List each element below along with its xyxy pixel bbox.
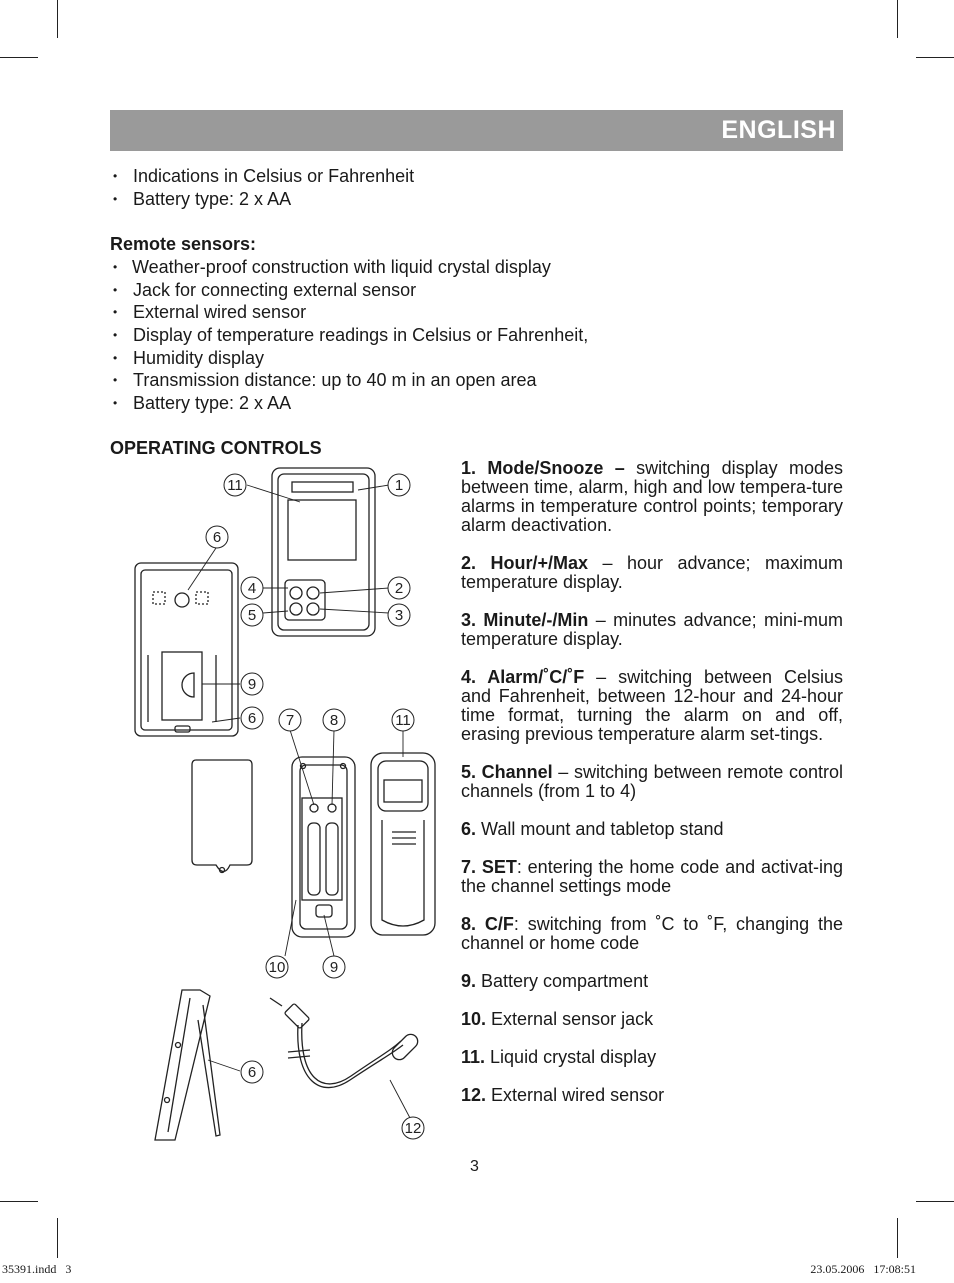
operating-controls-heading: OPERATING CONTROLS [110, 438, 322, 458]
list-item: • Humidity display [110, 347, 588, 370]
language-banner [110, 110, 843, 151]
bullet-icon: • [113, 260, 118, 274]
bullet-icon: • [113, 350, 118, 365]
control-item: 1. Mode/Snooze – switching display modes between time, alarm, high and low tempera-ture alarms in temperature control points; temporary alarm deactivation. [461, 458, 843, 535]
crop-mark [57, 0, 58, 38]
callout-6: 6 [247, 1064, 257, 1081]
crop-mark [916, 1201, 954, 1202]
banner-title: ENGLISH [721, 116, 836, 144]
control-item: 3. Minute/-/Min – minutes advance; mini-mum temperature display. [461, 610, 843, 649]
callout-11: 11 [227, 477, 243, 494]
bullet-icon: • [113, 169, 118, 183]
callout-12: 12 [404, 1120, 422, 1137]
crop-mark [916, 57, 954, 58]
remote-sensor-back [292, 757, 355, 937]
list-item: • External wired sensor [110, 301, 588, 324]
controls-list [461, 459, 843, 1124]
callout-11: 11 [395, 712, 411, 729]
control-item: 9. Battery compartment [461, 971, 649, 991]
battery-cover [192, 760, 252, 873]
control-item: 8. C/F: switching from ˚C to ˚F, changing the channel or home code [461, 914, 844, 953]
control-item: 4. Alarm/˚C/˚F – switching between Celsius and Fahrenheit, between 12-hour and 24-hour time format, turning the alarm on and off, erasing previous temperature alarm set-tings. [461, 667, 843, 744]
list-item: • Indications in Celsius or Fahrenheit [110, 165, 414, 188]
wired-sensor-probe [270, 998, 421, 1088]
slug-timestamp: 23.05.2006 17:08:51 [810, 1262, 916, 1276]
callout-7: 7 [285, 712, 295, 729]
callout-9: 9 [247, 676, 257, 693]
bullet-icon: • [113, 305, 118, 320]
list-item: • Battery type: 2 x AA [110, 188, 414, 211]
list-item: • Display of temperature readings in Celsius or Fahrenheit, [110, 324, 588, 347]
callout-8: 8 [329, 712, 339, 729]
callout-6: 6 [212, 529, 222, 546]
list-item: • Battery type: 2 x AA [110, 392, 588, 415]
crop-mark [0, 57, 38, 58]
callout-4: 4 [247, 580, 257, 597]
crop-mark [57, 1218, 58, 1258]
main-unit-back [135, 563, 238, 736]
device-illustration [120, 460, 440, 1145]
main-unit-side [155, 990, 220, 1140]
callout-5: 5 [247, 607, 257, 624]
feature-list [110, 165, 414, 210]
control-item: 2. Hour/+/Max – hour advance; maximum temperature display. [461, 553, 843, 592]
control-item: 5. Channel – switching between remote control channels (from 1 to 4) [461, 762, 843, 801]
remote-sensor-front [371, 753, 435, 935]
bullet-icon: • [113, 396, 118, 411]
control-item: 6. Wall mount and tabletop stand [461, 819, 724, 839]
control-item: 11. Liquid crystal display [461, 1047, 657, 1067]
callout-1: 1 [394, 477, 404, 494]
bullet-icon: • [113, 282, 118, 297]
control-item: 10. External sensor jack [461, 1009, 654, 1029]
remote-sensors-list [110, 256, 588, 415]
crop-mark [897, 0, 898, 38]
list-item: • Jack for connecting external sensor [110, 279, 588, 302]
page-number: 3 [470, 1158, 479, 1175]
control-item: 7. SET: entering the home code and activat-ing the channel settings mode [461, 857, 843, 896]
list-item: • Weather-proof construction with liquid crystal display [110, 256, 588, 279]
bullet-icon: • [113, 191, 118, 206]
crop-mark [0, 1201, 38, 1202]
bullet-icon: • [113, 328, 118, 343]
remote-sensors-heading: Remote sensors: [110, 234, 257, 254]
list-item: • Transmission distance: up to 40 m in an open area [110, 369, 588, 392]
callout-10: 10 [268, 959, 286, 976]
control-item: 12. External wired sensor [461, 1085, 665, 1105]
slug-filename: 35391.indd 3 [2, 1262, 72, 1276]
crop-mark [897, 1218, 898, 1258]
callout-9: 9 [329, 959, 339, 976]
callout-3: 3 [394, 607, 404, 624]
callout-2: 2 [394, 580, 404, 597]
bullet-icon: • [113, 373, 118, 388]
callout-6: 6 [247, 710, 257, 727]
